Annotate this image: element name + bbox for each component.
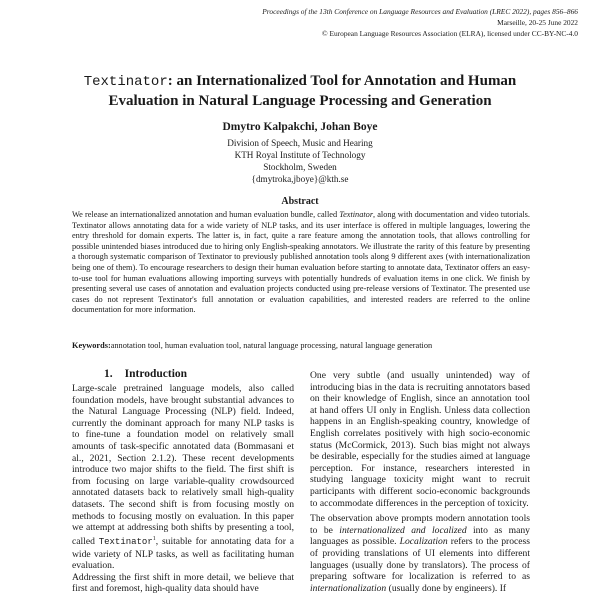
title-line1: : an Internationalized Tool for Annotation and Human — [167, 73, 517, 89]
paper-title — [40, 72, 560, 111]
abstract-text-1: We release an internationalized annotation and human evaluation bundle, called — [72, 210, 340, 219]
abstract-body — [72, 210, 530, 316]
section-number: 1. — [104, 368, 113, 380]
keywords-text: annotation tool, human evaluation tool, natural language processing, natural language generation — [110, 341, 433, 350]
right-p2-b: into as many languages as possible. — [310, 524, 530, 548]
left-column — [72, 383, 294, 595]
left-p1-end: , suitable for annotating data for a wide variety of NLP tasks, as well as facilitating human evaluation. — [72, 535, 294, 572]
abstract-tool-name: Textinator — [339, 210, 374, 219]
author-emails: {dmytroka,jboye}@kth.se — [251, 174, 349, 184]
section-heading-introduction — [74, 368, 294, 380]
keywords-label: Keywords: — [72, 341, 111, 350]
right-p2-d: (usually done by engineers). If — [386, 582, 507, 594]
abstract-heading: Abstract — [281, 196, 319, 207]
right-p2-em: internationalized and localized — [339, 524, 467, 536]
affiliation-line-3: Stockholm, Sweden — [263, 162, 337, 172]
right-p2-c: refers to the process of providing translations of UI elements into different languages (usually done by translators). The process of preparing software for localization is referred to as — [310, 536, 530, 583]
left-paragraph-2: Addressing the first shift in more detail, we believe that first and foremost, high-quality data should have — [72, 571, 294, 595]
footnote-marker: 1 — [152, 535, 156, 542]
inline-tool-name: Textinator — [98, 536, 153, 547]
title-tool-name: Textinator — [83, 74, 168, 90]
keywords — [72, 341, 530, 350]
right-paragraph-2 — [310, 513, 530, 594]
section-title: Introduction — [124, 368, 188, 380]
title-line2: Evaluation in Natural Language Processing and Generation — [108, 93, 492, 109]
left-paragraph-1 — [72, 383, 294, 572]
abstract-text-2: , along with documentation and video tutorials. Textinator allows annotating data for a wide variety of NLP tasks, and its user interface is offered in multiple languages, lowering the entry threshold for domain experts. The latter is, in fact, quite a rare feature among the annotation tools, that allows controlling for possible unintended biases introduced due to hiring only English-speaking annotators. We illustrate the rarity of this feature by presenting a thorough systematic comparison of Textinator to previously published annotation tools along 9 different axes (with internationalization being one of them). To encourage researchers to design their human evaluation before starting to annotate data, Textinator offers an easy-to-use tool for human evaluations allowing importing surveys with potentially hundreds of evaluation items in one click. We finish by presenting several use cases of annotation and evaluation projects conducted using pre-release versions of Textinator. The presented use cases do not represent Textinator's full annotation or evaluation capabilities, and interested readers are referred to the online documentation for more information. — [72, 210, 530, 315]
right-p2-em2: Localization — [399, 536, 448, 548]
venue-line: Proceedings of the 13th Conference on Language Resources and Evaluation (LREC 2022), pages 856–866 — [262, 7, 578, 16]
right-column — [310, 370, 530, 594]
left-p1-text: Large-scale pretrained language models, also called foundation models, have brought substantial advances to the Natural Language Processing (NLP) field. Indeed, currently the dominant approach for many NLP tasks is to fine-tune a foundation model on relatively small amounts of task-specific annotated data (Bommasani et al., 2021, Section 2.1.2). These recent developments introduce two major shifts to the field. The first shift is from focusing on large variable-quality crowdsourced annotated datasets back to relatively small high-quality datasets. The second shift is from focusing mostly on methods to focusing mostly on evaluation. In this paper we attempt at addressing both shifts by presenting a tool, called — [72, 383, 294, 547]
license-line: © European Language Resources Association (ELRA), licensed under CC-BY-NC-4.0 — [321, 29, 578, 38]
authors: Dmytro Kalpakchi, Johan Boye — [222, 121, 378, 133]
affiliation-line-2: KTH Royal Institute of Technology — [234, 150, 366, 160]
right-p2-em3: internationalization — [310, 582, 387, 594]
right-p2-a: The observation above prompts modern annotation tools to be — [310, 513, 530, 536]
location-line: Marseille, 20-25 June 2022 — [497, 18, 578, 27]
right-paragraph-1: One very subtle (and usually unintended) way of introducing bias in the data is recruiting annotators based on their knowledge of English, since an annotation tool at hand offers UI only in English. Unless data collection happens in an English-speaking country, knowledge of English correlates positively with high socio-economic status (McCormick, 2013). Such bias might not always be desirable, especially for the studies aimed at language perception. For instance, researchers interested in studying language toxicity might want to recruit participants with different socio-economic backgrounds to accommodate differences in the perception of toxicity. — [310, 370, 530, 509]
running-header — [262, 6, 578, 39]
affiliation-line-1: Division of Speech, Music and Hearing — [227, 138, 373, 148]
